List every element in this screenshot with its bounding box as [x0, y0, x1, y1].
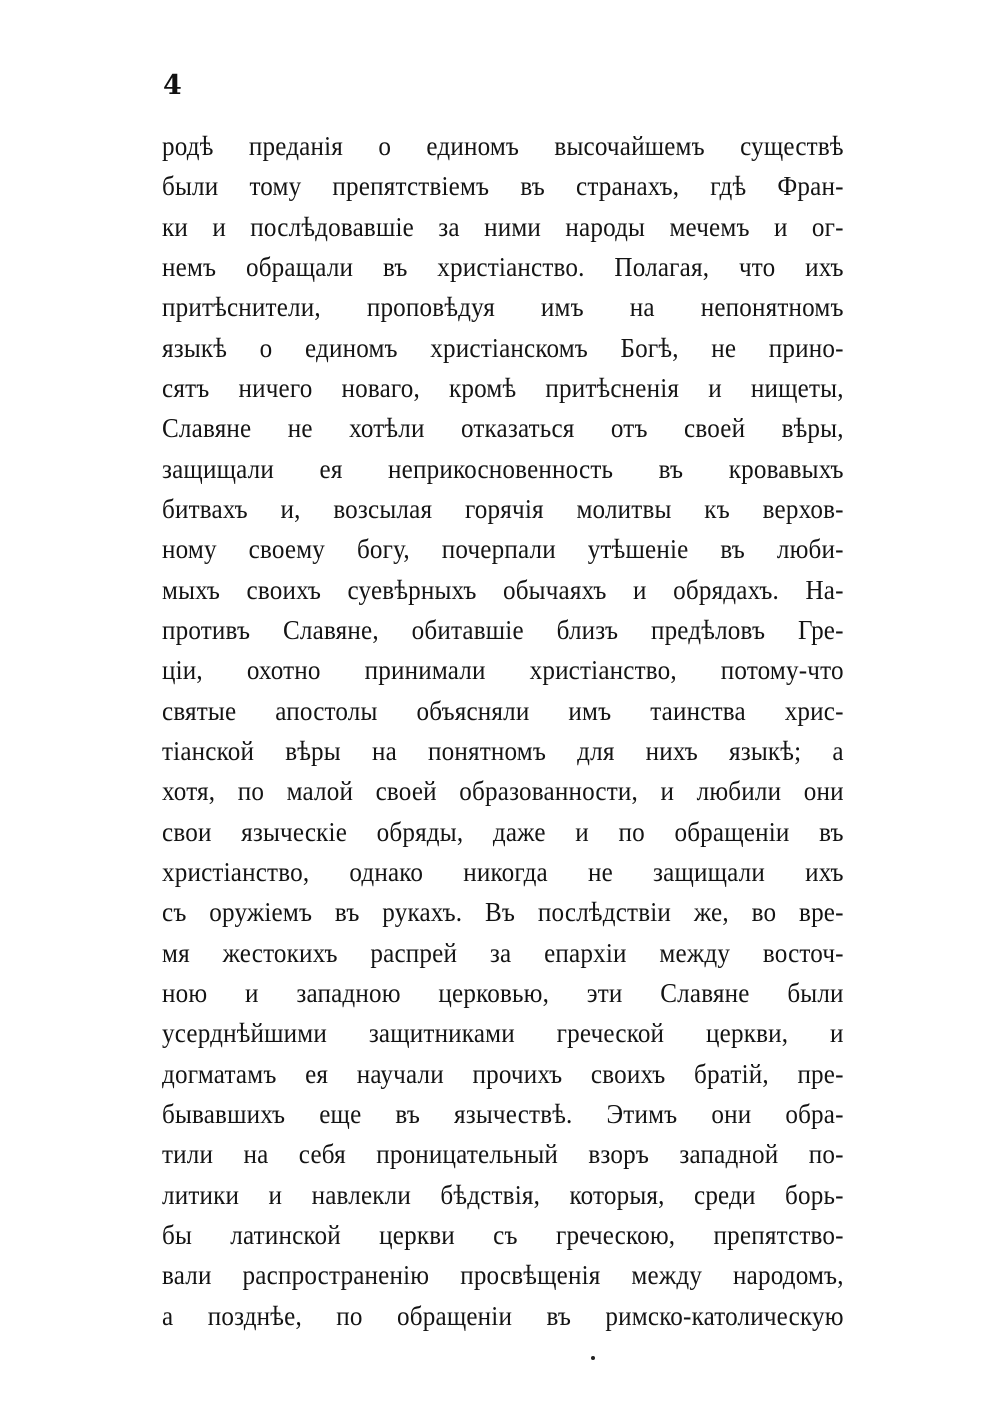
page-number: 4 — [163, 70, 182, 101]
text-line: битвахъ и, возсылая горячія молитвы къ верхов- — [162, 493, 844, 524]
text-line: противъ Славяне, обитавшіе близъ предѣловъ Гре- — [162, 614, 844, 645]
text-line: мыхъ своихъ суевѣрныхъ обычаяхъ и обрядахъ. На- — [162, 574, 844, 605]
text-line: были тому препятствіемъ въ странахъ, гдѣ Фран- — [162, 171, 844, 202]
text-line: вали распространенію просвѣщенія между народомъ, — [162, 1260, 844, 1291]
text-line: ному своему богу, почерпали утѣшеніе въ люби- — [162, 534, 844, 565]
text-line: сятъ ничего новаго, кромѣ притѣсненія и нищеты, — [162, 372, 844, 403]
text-line: бы латинской церкви съ греческою, препятство- — [162, 1219, 844, 1250]
text-line: мя жестокихъ распрей за епархіи между восточ- — [162, 937, 844, 968]
text-line: а позднѣе, по обращеніи въ римско-католическую — [162, 1300, 844, 1331]
text-line: притѣснители, проповѣдуя имъ на непонятномъ — [162, 292, 844, 323]
text-line: догматамъ ея научали прочихъ своихъ братій, пре- — [162, 1058, 844, 1089]
text-line: Славяне не хотѣли отказаться отъ своей вѣры, — [162, 413, 844, 444]
text-line: языкѣ о единомъ христіанскомъ Богѣ, не прино- — [162, 332, 844, 363]
text-line: ною и западною церковью, эти Славяне были — [162, 977, 844, 1008]
text-line: немъ обращали въ христіанство. Полагая, что ихъ — [162, 251, 844, 282]
text-line: ки и послѣдовавшіе за ними народы мечемъ и ог- — [162, 211, 844, 242]
text-line: бывавшихъ еще въ язычествѣ. Этимъ они обра- — [162, 1098, 844, 1129]
text-line: родѣ преданія о единомъ высочайшемъ существѣ — [162, 131, 844, 161]
text-line: хотя, по малой своей образованности, и любили они — [162, 776, 844, 807]
text-line: ціи, охотно принимали христіанство, потому-что — [162, 655, 844, 686]
text-line: литики и навлекли бѣдствія, которыя, среди борь- — [162, 1179, 844, 1210]
text-line: усерднѣйшими защитниками греческой церкви, и — [162, 1018, 844, 1049]
text-line: съ оружіемъ въ рукахъ. Въ послѣдствіи же, во вре- — [162, 897, 844, 928]
text-line: христіанство, однако никогда не защищали ихъ — [162, 856, 844, 887]
text-line: тіанской вѣры на понятномъ для нихъ языкѣ; а — [162, 735, 844, 766]
text-line: свои языческіе обряды, даже и по обращеніи въ — [162, 816, 844, 847]
text-line: тили на себя проницательный взоръ западной по- — [162, 1139, 844, 1170]
text-line: святые апостолы объясняли имъ таинства хрис- — [162, 695, 844, 726]
print-speck — [591, 1356, 595, 1360]
body-text — [162, 126, 844, 1336]
text-line: защищали ея неприкосновенность въ кровавыхъ — [162, 453, 844, 484]
